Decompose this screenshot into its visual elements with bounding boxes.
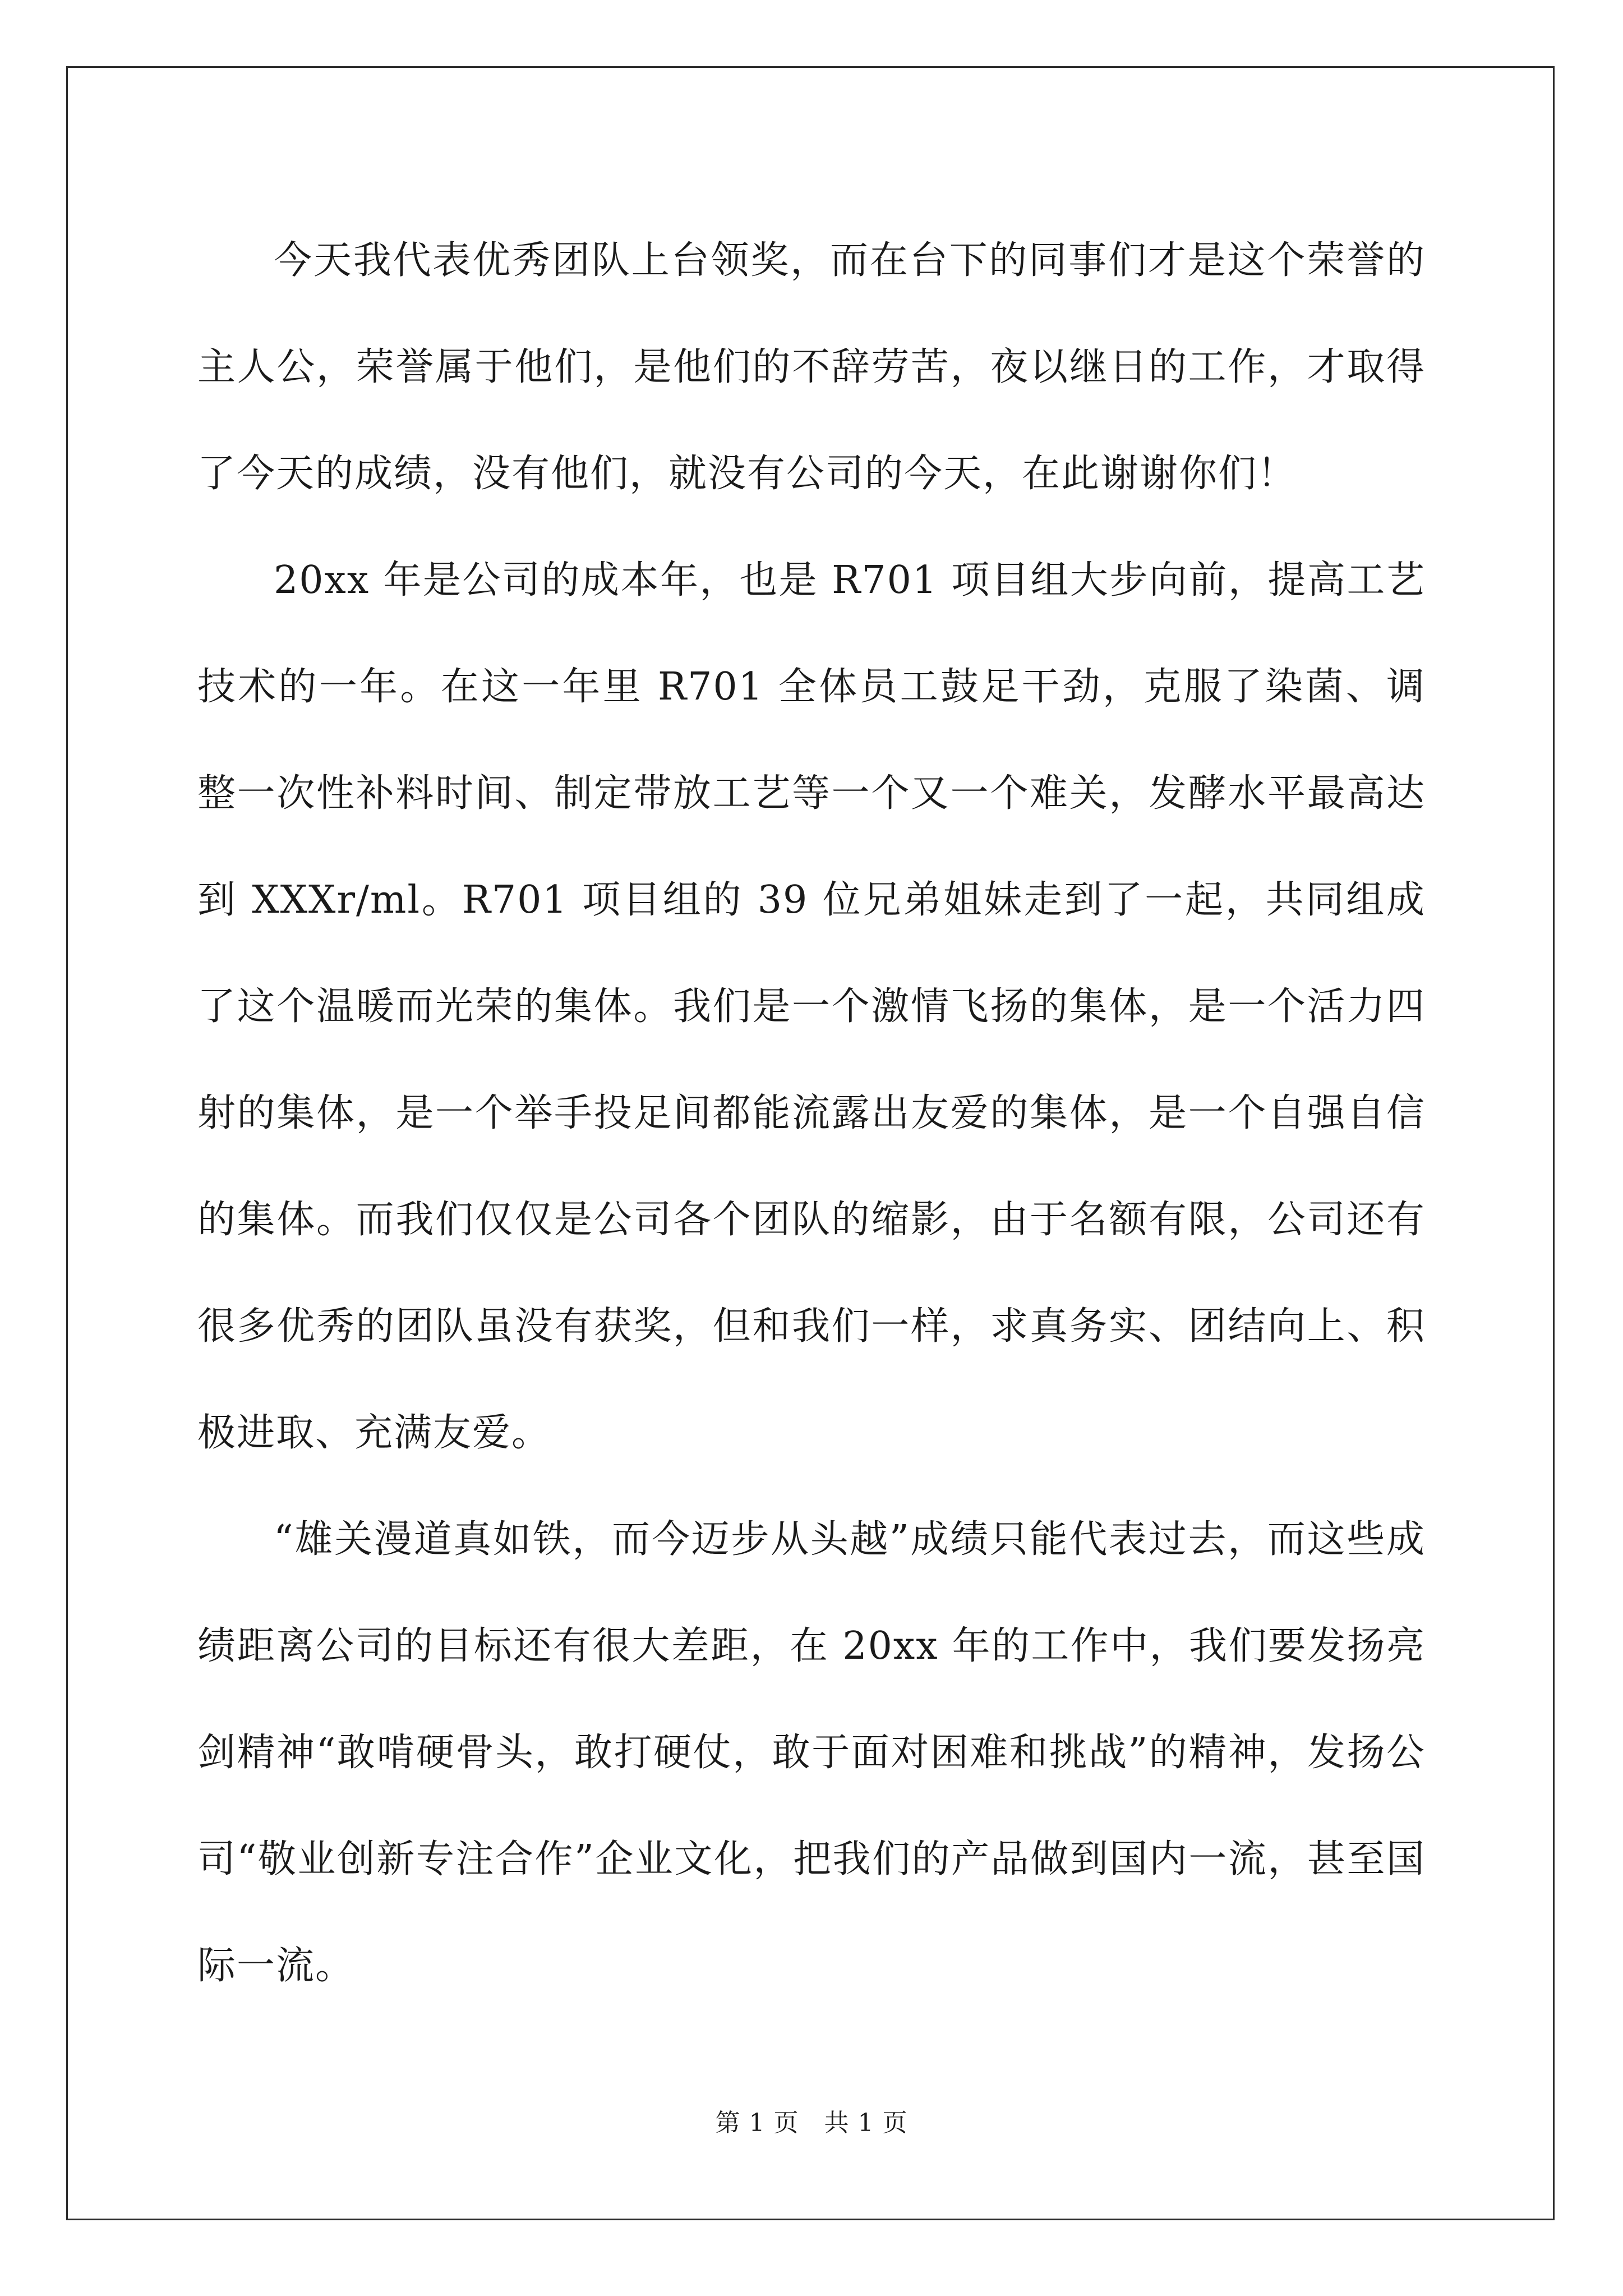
- paragraph-2: 20xx 年是公司的成本年，也是 R701 项目组大步向前，提高工艺技术的一年。在这一年里 R701 全体员工鼓足干劲，克服了染菌、调整一次性补料时间、制定带放工艺等一个又一个难关，发酵水平最高达到 XXXr/ml。R701 项目组的 39 位兄弟姐妹走到了一起，共同组成了这个温暖而光荣的集体。我们是一个激情飞扬的集体，是一个活力四射的集体，是一个举手投足间都能流露出友爱的集体，是一个自强自信的集体。而我们仅仅是公司各个团队的缩影，由于名额有限，公司还有很多优秀的团队虽没有获奖，但和我们一样，求真务实、团结向上、积极进取、充满友爱。: [197, 558, 1426, 1455]
- paragraph-1: 今天我代表优秀团队上台领奖，而在台下的同事们才是这个荣誉的主人公，荣誉属于他们，是他们的不辞劳苦，夜以继日的工作，才取得了今天的成绩，没有他们，就没有公司的今天，在此谢谢你们！: [197, 238, 1426, 496]
- page-number: 第 1 页: [715, 2109, 799, 2137]
- page-footer: [0, 2106, 1623, 2140]
- page-total: 共 1 页: [824, 2109, 908, 2137]
- paragraph-3: “雄关漫道真如铁，而今迈步从头越”成绩只能代表过去，而这些成绩距离公司的目标还有很大差距，在 20xx 年的工作中，我们要发扬亮剑精神“敢啃硬骨头，敢打硬仗，敢于面对困难和挑战”的精神，发扬公司“敬业创新专注合作”企业文化，把我们的产品做到国内一流，甚至国际一流。: [197, 1517, 1426, 1988]
- document-body: [197, 208, 1426, 2019]
